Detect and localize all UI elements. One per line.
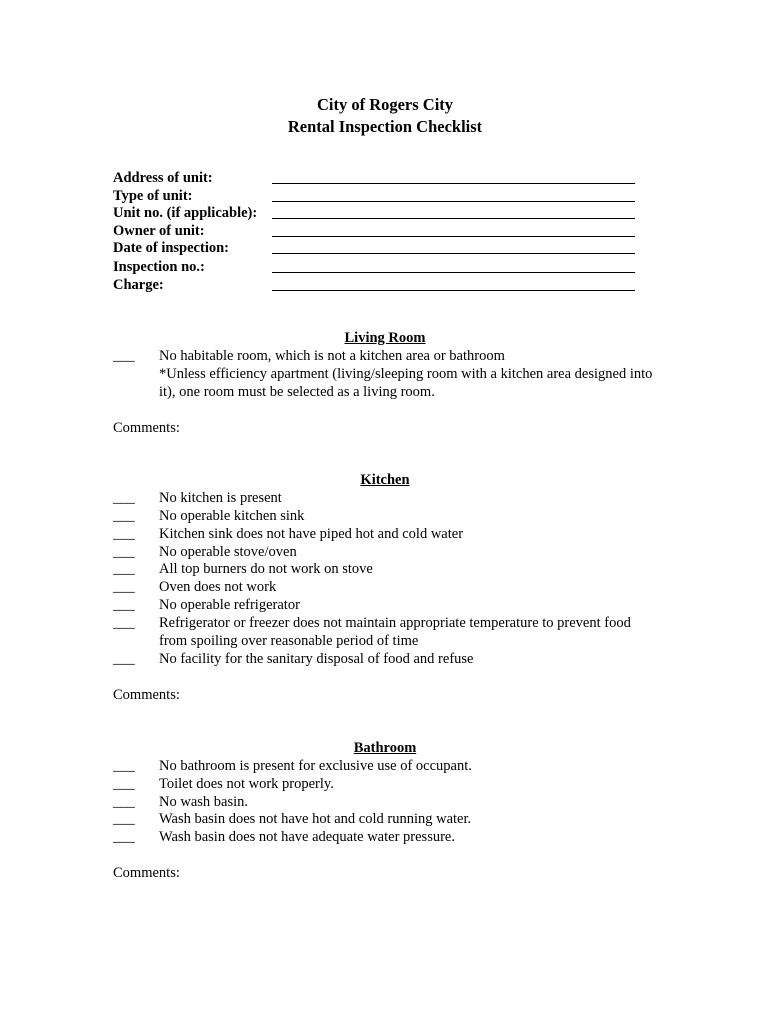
check-blank[interactable]: ___: [113, 526, 135, 542]
item-text: Wash basin does not have hot and cold running water.: [159, 811, 472, 827]
comments-living-room: Comments:: [113, 420, 180, 436]
item-text: Toilet does not work properly.: [159, 776, 334, 792]
field-label: Inspection no.:: [113, 259, 205, 275]
fill-in-line[interactable]: [272, 272, 635, 273]
title-checklist: Rental Inspection Checklist: [287, 117, 483, 136]
item-text: No wash basin.: [159, 794, 249, 810]
check-blank[interactable]: ___: [113, 651, 135, 667]
item-text: No facility for the sanitary disposal of food and refuse: [159, 651, 474, 667]
fill-in-line[interactable]: [272, 183, 635, 184]
item-text: No kitchen is present: [159, 490, 282, 506]
check-blank[interactable]: ___: [113, 579, 135, 595]
fill-in-line[interactable]: [272, 201, 635, 202]
item-label: No habitable room, which is not a kitchen area or bathroom: [159, 348, 505, 364]
fill-in-line[interactable]: [272, 290, 635, 291]
check-blank[interactable]: ___: [113, 348, 135, 364]
check-blank[interactable]: ___: [113, 615, 135, 631]
comments-bathroom: Comments:: [113, 865, 180, 881]
item-text: All top burners do not work on stove: [159, 561, 373, 577]
field-date: [113, 239, 635, 257]
item-text: Wash basin does not have adequate water pressure.: [159, 829, 455, 845]
field-label: Unit no. (if applicable):: [113, 205, 258, 221]
check-blank[interactable]: ___: [113, 794, 135, 810]
field-label: Type of unit:: [113, 188, 193, 204]
field-unit-no: [113, 204, 635, 222]
field-label: Date of inspection:: [113, 240, 229, 256]
field-address: [113, 169, 635, 187]
field-label: Charge:: [113, 277, 164, 293]
item-text: Refrigerator or freezer does not maintain appropriate temperature to prevent food from spoiling over reasonable period of time: [159, 615, 631, 649]
check-blank[interactable]: ___: [113, 490, 135, 506]
item-text: No operable refrigerator: [159, 597, 300, 613]
title-city: City of Rogers City: [316, 95, 454, 114]
check-blank[interactable]: ___: [113, 544, 135, 560]
fill-in-line[interactable]: [272, 218, 635, 219]
item-text: [159, 347, 657, 401]
field-charge: [113, 276, 635, 294]
check-blank[interactable]: ___: [113, 597, 135, 613]
fill-in-line[interactable]: [272, 236, 635, 237]
check-blank[interactable]: ___: [113, 561, 135, 577]
check-blank[interactable]: ___: [113, 776, 135, 792]
section-heading-kitchen: Kitchen: [360, 472, 410, 488]
field-owner: [113, 222, 635, 240]
fill-in-line[interactable]: [272, 253, 635, 254]
item-text: Kitchen sink does not have piped hot and cold water: [159, 526, 464, 542]
field-type: [113, 187, 635, 205]
item-text: No operable kitchen sink: [159, 508, 305, 524]
item-note: *Unless efficiency apartment (living/sleeping room with a kitchen area designed into it), one room must be selected as a living room.: [159, 366, 653, 400]
check-blank[interactable]: ___: [113, 508, 135, 524]
comments-kitchen: Comments:: [113, 687, 180, 703]
section-heading-living-room: Living Room: [344, 330, 426, 346]
field-label: Owner of unit:: [113, 223, 205, 239]
item-text: No bathroom is present for exclusive use of occupant.: [159, 758, 472, 774]
item-text: Oven does not work: [159, 579, 277, 595]
field-label: Address of unit:: [113, 170, 213, 186]
item-text: No operable stove/oven: [159, 544, 297, 560]
check-blank[interactable]: ___: [113, 758, 135, 774]
check-blank[interactable]: ___: [113, 829, 135, 845]
section-heading-bathroom: Bathroom: [353, 740, 417, 756]
check-blank[interactable]: ___: [113, 811, 135, 827]
field-inspection-no: [113, 258, 635, 276]
